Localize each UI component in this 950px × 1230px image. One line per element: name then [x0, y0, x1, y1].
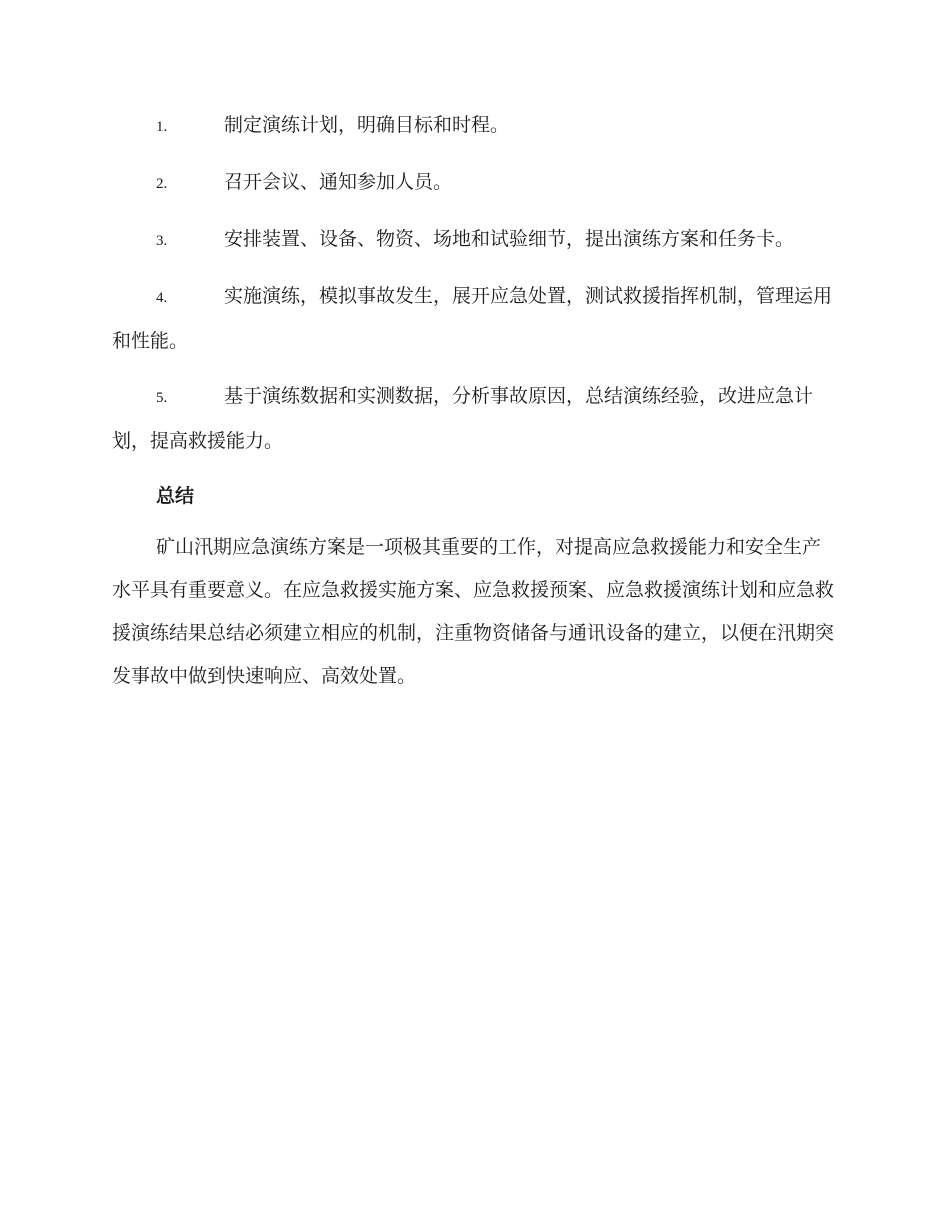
list-number: 2.	[156, 176, 168, 192]
list-item-5	[112, 375, 834, 463]
list-item-3	[112, 218, 834, 263]
list-number: 3.	[156, 233, 168, 249]
list-text: 基于演练数据和实测数据，分析事故原因，总结演练经验，改进应急计划，提高救援能力。	[112, 385, 814, 452]
list-text: 实施演练，模拟事故发生，展开应急处置，测试救援指挥机制，管理运用和性能。	[112, 285, 833, 352]
list-text: 制定演练计划，明确目标和时程。	[224, 114, 510, 136]
summary-heading: 总结	[156, 485, 195, 507]
list-item-4	[112, 275, 834, 363]
list-number: 4.	[156, 290, 168, 306]
list-item-1	[112, 104, 834, 149]
summary-paragraph: 矿山汛期应急演练方案是一项极其重要的工作，对提高应急救援能力和安全生产水平具有重要意义。在应急救援实施方案、应急救援预案、应急救援演练计划和应急救援演练结果总结必须建立相应的机制，注重物资储备与通讯设备的建立，以便在汛期突发事故中做到快速响应、高效处置。	[112, 536, 835, 687]
list-number: 5.	[156, 390, 168, 406]
list-text: 安排装置、设备、物资、场地和试验细节，提出演练方案和任务卡。	[224, 228, 795, 250]
document-page	[112, 104, 834, 698]
list-number: 1.	[156, 119, 168, 135]
list-text: 召开会议、通知参加人员。	[224, 171, 453, 193]
list-item-2	[112, 161, 834, 206]
